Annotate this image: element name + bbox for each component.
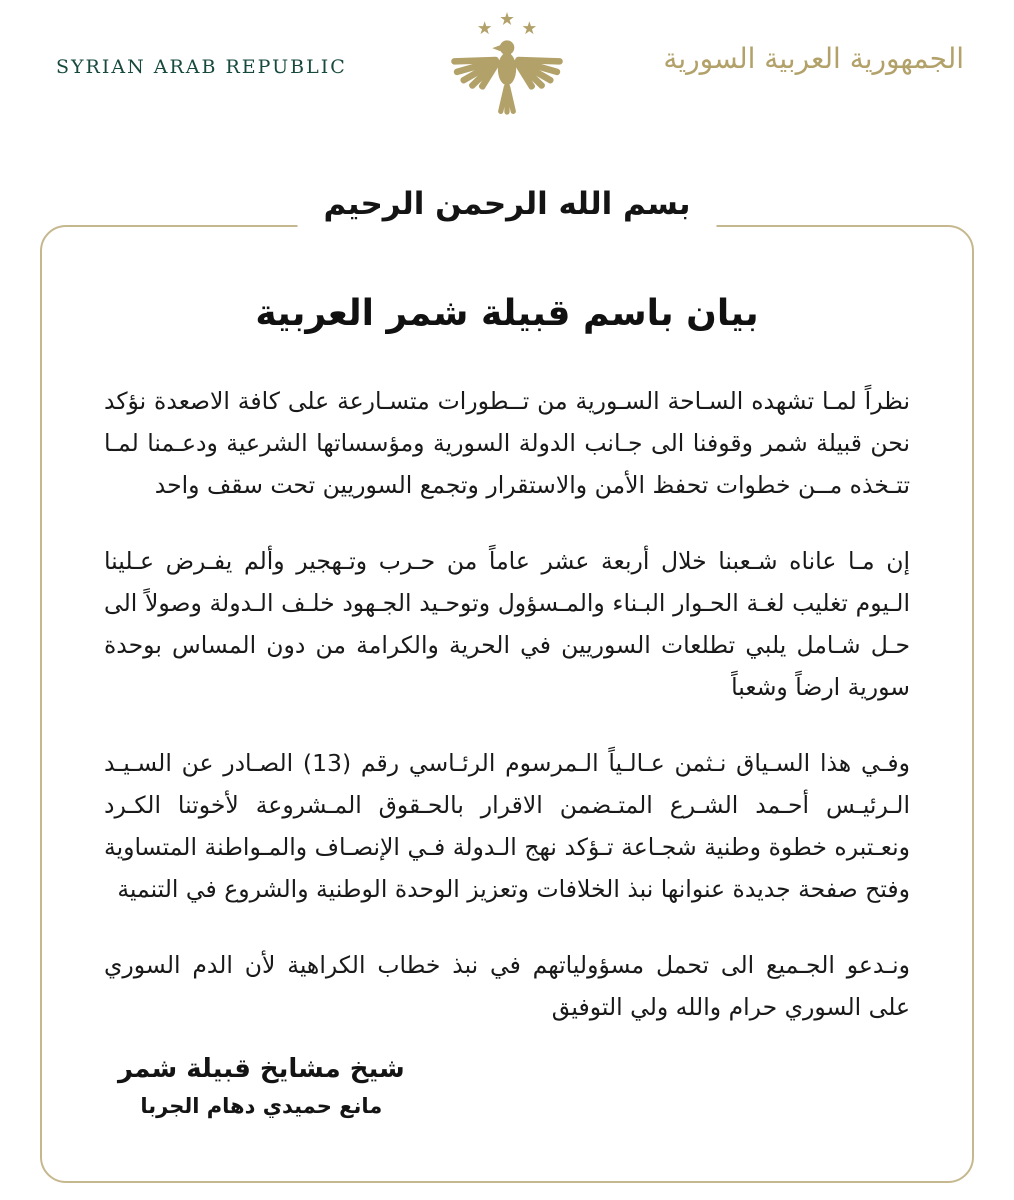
signature-inner xyxy=(118,1054,405,1118)
country-name-arabic: الجمهورية العربية السورية xyxy=(663,42,964,75)
statement-title: بيان باسم قبيلة شمر العربية xyxy=(255,293,759,334)
signature-block xyxy=(104,1054,910,1118)
statement-paragraph-2: إن مـا عاناه شـعبنا خلال أربعة عشر عاماً من حـرب وتـهجير وألم يفـرض عـلينا الـيوم تغليب لغـة الحـوار البـناء والمـسؤول وتوحـيد الجـهود خلـف الـدولة وصولاً الى حـل شـامل يلبي تطلعات السوريين في الحرية والكرامة من دون المساس بوحدة سورية ارضاً وشعباً xyxy=(104,547,910,701)
signature-name: مانع حميدي دهام الجربا xyxy=(140,1094,383,1118)
signature-title: شيخ مشايخ قبيلة شمر xyxy=(118,1054,405,1084)
country-name-english: SYRIAN ARAB REPUBLIC xyxy=(56,56,347,78)
statement-body xyxy=(104,380,910,1028)
statement-paragraph-3: وفـي هذا السـياق نـثمن عـالـياً الـمرسوم الرئـاسي رقم (13) الصـادر عن السـيـد الـرئيـس أحـمد الشـرع المتـضمن الاقرار بالحـقوق المـشروعة لأخوتنا الكـرد ونعـتبره خطوة وطنية شجـاعة تـؤكد نهج الـدولة فـي الإنصـاف والمـواطنة المتساوية وفتح صفحة جديدة عنوانها نبذ الخلافات وتعزيز الوحدة الوطنية والشروع في التنمية xyxy=(104,749,910,903)
statement-paragraph-4: ونـدعو الجـميع الى تحمل مسؤولياتهم في نبذ خطاب الكراهية لأن الدم السوري على السوري حرام والله ولي التوفيق xyxy=(104,951,910,1021)
letterhead xyxy=(0,0,1014,150)
bismillah-calligraphy: بسم الله الرحمن الرحيم xyxy=(297,168,716,241)
statement-paragraph-1: نظراً لمـا تشهده السـاحة السـورية من تــطورات متسـارعة على كافة الاصعدة نؤكد نحن قبيلة شمر وقوفنا الى جـانب الدولة السورية ومؤسساتها الشرعية ودعـمنا لمـا تتـخذه مــن خطوات تحفظ الأمن والاستقرار وتجمع السوريين تحت سقف واحد xyxy=(104,387,910,499)
eagle-icon xyxy=(441,10,573,130)
syrian-eagle-emblem xyxy=(441,10,573,130)
statement-frame xyxy=(40,225,974,1183)
